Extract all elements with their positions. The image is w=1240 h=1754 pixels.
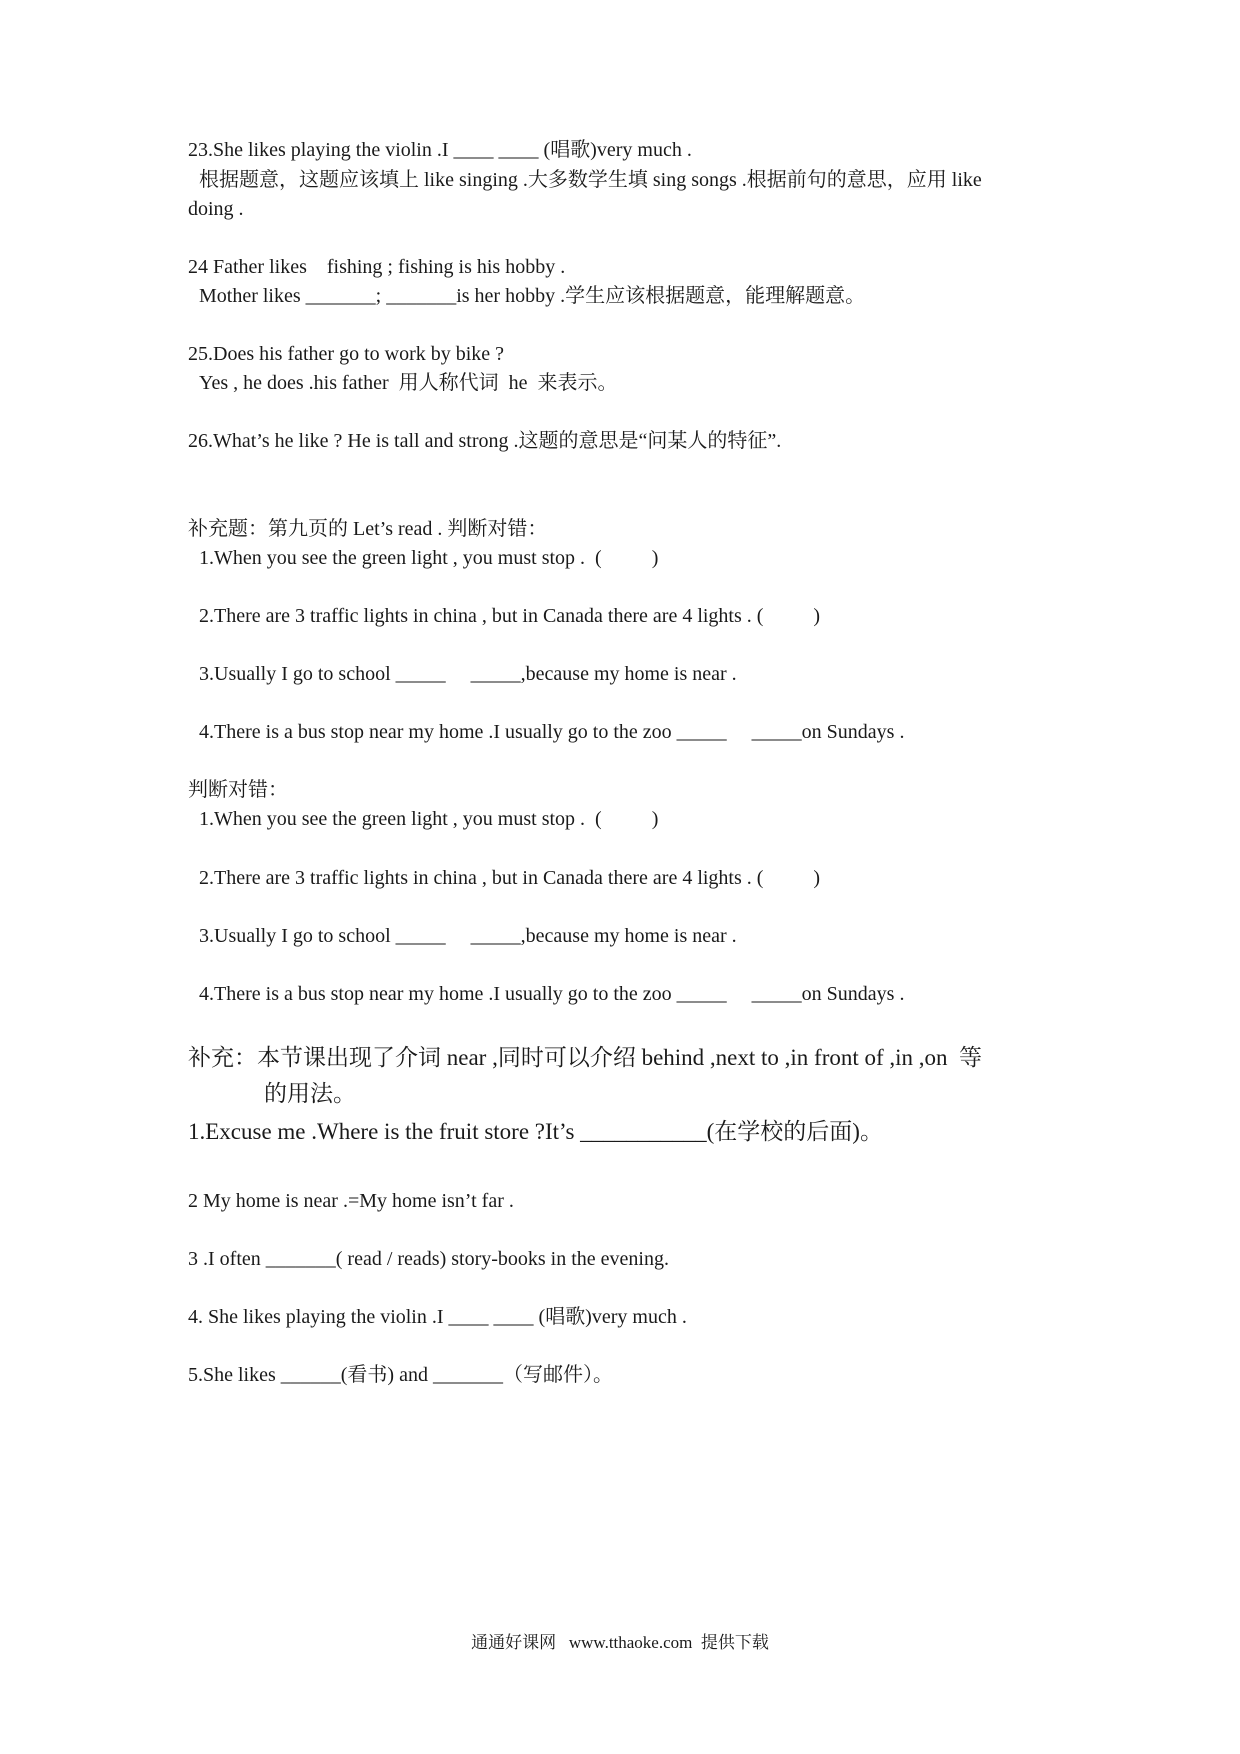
question-25-note: Yes , he does .his father 用人称代词 he 来表示。 bbox=[199, 372, 618, 394]
page-footer: 通通好课网 www.tthaoke.com 提供下载 bbox=[471, 1633, 769, 1652]
true-false-heading: 判断对错： bbox=[188, 779, 288, 801]
true-false-item: 3.Usually I go to school _____ _____,because my home is near . bbox=[199, 925, 737, 947]
question-24-note: Mother likes _______; _______is her hobby .学生应该根据题意，能理解题意。 bbox=[199, 285, 866, 307]
true-false-item: 2.There are 3 traffic lights in china , but in Canada there are 4 lights . ( ) bbox=[199, 867, 821, 889]
question-23-note-continued: doing . bbox=[188, 198, 244, 220]
supplement-item: 2.There are 3 traffic lights in china , but in Canada there are 4 lights . ( ) bbox=[199, 605, 821, 627]
exercise-item: 2 My home is near .=My home isn’t far . bbox=[188, 1190, 514, 1212]
exercise-item: 1.Excuse me .Where is the fruit store ?It’s ___________(在学校的后面)。 bbox=[188, 1119, 883, 1144]
supplement-item: 1.When you see the green light , you must stop . ( ) bbox=[199, 547, 659, 569]
true-false-item: 1.When you see the green light , you must stop . ( ) bbox=[199, 808, 659, 830]
true-false-item: 4.There is a bus stop near my home .I usually go to the zoo _____ _____on Sundays . bbox=[199, 983, 905, 1005]
question-26: 26.What’s he like ? He is tall and strong .这题的意思是“问某人的特征”. bbox=[188, 430, 782, 452]
question-23-note: 根据题意，这题应该填上 like singing .大多数学生填 sing songs .根据前句的意思，应用 like bbox=[199, 169, 982, 191]
question-23: 23.She likes playing the violin .I ____ ____ (唱歌)very much . bbox=[188, 139, 692, 161]
prepositions-heading-continued: 的用法。 bbox=[264, 1081, 356, 1106]
exercise-item: 3 .I often _______( read / reads) story-books in the evening. bbox=[188, 1248, 669, 1270]
exercise-item: 5.She likes ______(看书) and _______（写邮件）。 bbox=[188, 1364, 613, 1386]
prepositions-heading: 补充：本节课出现了介词 near ,同时可以介绍 behind ,next to ,in front of ,in ,on 等 bbox=[188, 1045, 983, 1070]
supplement-item: 4.There is a bus stop near my home .I usually go to the zoo _____ _____on Sundays . bbox=[199, 721, 905, 743]
supplement-heading: 补充题：第九页的 Let’s read . 判断对错： bbox=[188, 518, 548, 540]
question-24: 24 Father likes fishing ; fishing is his hobby . bbox=[188, 256, 566, 278]
supplement-item: 3.Usually I go to school _____ _____,because my home is near . bbox=[199, 663, 737, 685]
question-25: 25.Does his father go to work by bike ? bbox=[188, 343, 505, 365]
exercise-item: 4. She likes playing the violin .I ____ ____ (唱歌)very much . bbox=[188, 1306, 687, 1328]
